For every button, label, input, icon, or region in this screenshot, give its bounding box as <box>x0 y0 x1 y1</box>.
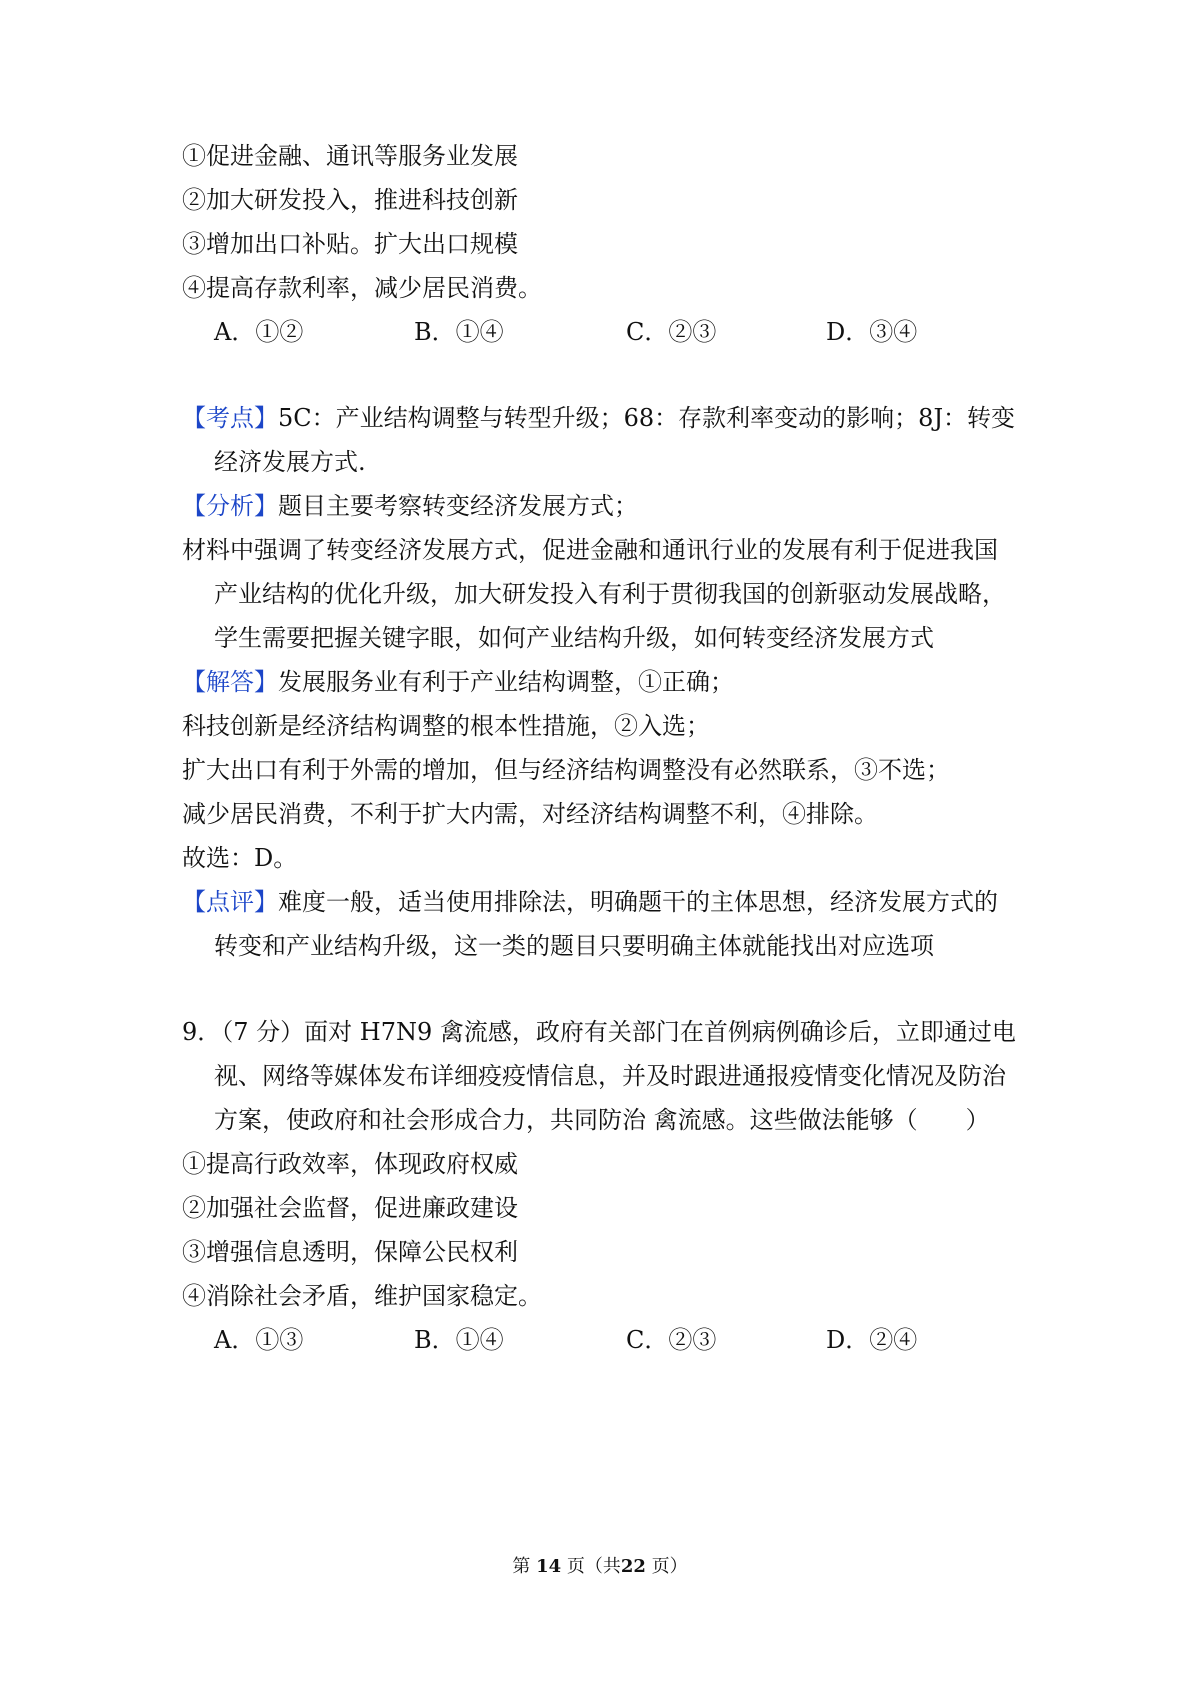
page-number-footer <box>0 1555 1200 1579</box>
dianping-text: 难度一般，适当使用排除法，明确题干的主体思想，经济发展方式的 <box>278 888 998 916</box>
jieda-tag: 【解答】 <box>182 668 278 696</box>
jieda-answer: 故选：D。 <box>182 844 298 872</box>
fenxi-paragraph-line-1: 材料中强调了转变经济发展方式，促进金融和通讯行业的发展有利于促进我国 <box>182 536 998 564</box>
q9-statement-2: ②加强社会监督，促进廉政建设 <box>182 1194 518 1222</box>
kaodian-section <box>182 402 1015 434</box>
jieda-text: 发展服务业有利于产业结构调整，①正确； <box>278 668 734 696</box>
q9-option-c: C．②③ <box>626 1326 717 1354</box>
q9-statement-4: ④消除社会矛盾，维护国家稳定。 <box>182 1282 542 1310</box>
q9-option-b: B．①④ <box>414 1326 504 1354</box>
q8-option-d: D．③④ <box>826 318 918 346</box>
q8-option-c: C．②③ <box>626 318 717 346</box>
q9-option-a: A．①③ <box>214 1326 304 1354</box>
q9-option-d: D．②④ <box>826 1326 918 1354</box>
footer-prefix: 第 <box>512 1556 531 1577</box>
footer-suffix: 页） <box>651 1556 688 1577</box>
jieda-line-2: 科技创新是经济结构调整的根本性措施，②入选； <box>182 712 710 740</box>
dianping-section <box>182 886 998 918</box>
fenxi-paragraph-line-3: 学生需要把握关键字眼，如何产业结构升级，如何转变经济发展方式 <box>214 624 934 652</box>
q8-statement-4: ④提高存款利率，减少居民消费。 <box>182 274 542 302</box>
fenxi-section <box>182 490 638 522</box>
q9-stem-line-3: 方案，使政府和社会形成合力，共同防治 禽流感。这些做法能够（ ） <box>214 1106 990 1134</box>
current-page: 14 <box>536 1556 562 1577</box>
kaodian-text: 5C：产业结构调整与转型升级；68：存款利率变动的影响；8J：转变 <box>278 404 1016 432</box>
q9-statement-3: ③增强信息透明，保障公民权利 <box>182 1238 518 1266</box>
fenxi-text: 题目主要考察转变经济发展方式； <box>278 492 638 520</box>
jieda-section <box>182 666 734 698</box>
q8-option-b: B．①④ <box>414 318 504 346</box>
kaodian-text-cont: 经济发展方式. <box>214 448 366 476</box>
q8-option-a: A．①② <box>214 318 304 346</box>
q9-stem-line-1: 9．（7 分）面对 H7N9 禽流感，政府有关部门在首例病例确诊后，立即通过电 <box>182 1018 1016 1046</box>
dianping-tag: 【点评】 <box>182 888 278 916</box>
jieda-line-3: 扩大出口有利于外需的增加，但与经济结构调整没有必然联系，③不选； <box>182 756 950 784</box>
q8-statement-3: ③增加出口补贴。扩大出口规模 <box>182 230 518 258</box>
fenxi-paragraph-line-2: 产业结构的优化升级，加大研发投入有利于贯彻我国的创新驱动发展战略， <box>214 580 1006 608</box>
q9-statement-1: ①提高行政效率，体现政府权威 <box>182 1150 518 1178</box>
jieda-line-4: 减少居民消费，不利于扩大内需，对经济结构调整不利，④排除。 <box>182 800 878 828</box>
footer-middle: 页（共 <box>566 1556 621 1577</box>
total-pages: 22 <box>620 1556 646 1577</box>
q9-stem-line-2: 视、网络等媒体发布详细疫疫情信息，并及时跟进通报疫情变化情况及防治 <box>214 1062 1006 1090</box>
dianping-text-cont: 转变和产业结构升级，这一类的题目只要明确主体就能找出对应选项 <box>214 932 934 960</box>
fenxi-tag: 【分析】 <box>182 492 278 520</box>
q8-statement-1: ①促进金融、通讯等服务业发展 <box>182 142 518 170</box>
q8-statement-2: ②加大研发投入，推进科技创新 <box>182 186 518 214</box>
kaodian-tag: 【考点】 <box>182 404 278 432</box>
